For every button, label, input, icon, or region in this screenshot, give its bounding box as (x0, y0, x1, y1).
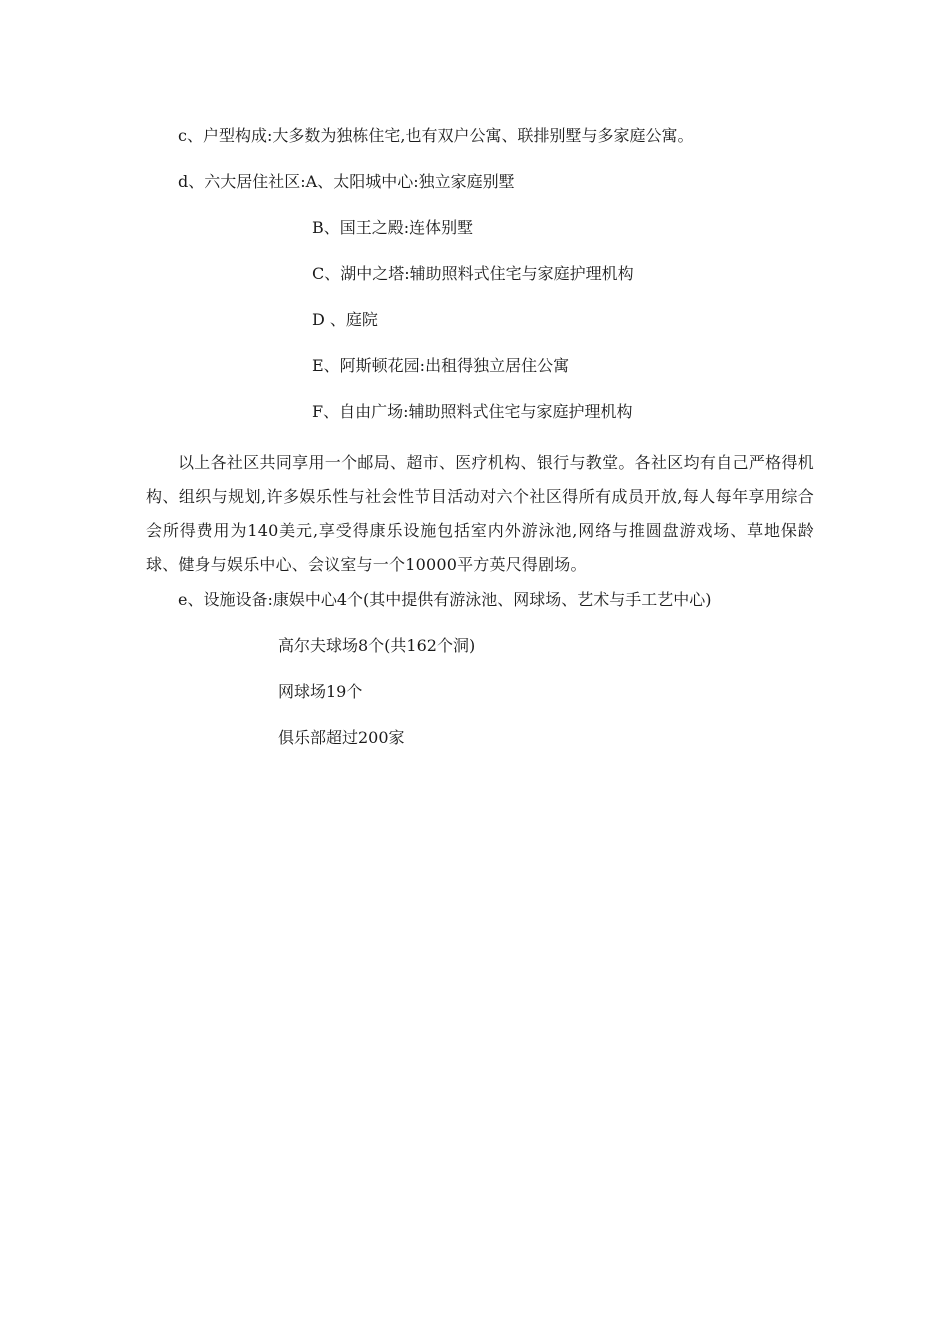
section-d-communities-intro: d、六大居住社区:A、太阳城中心:独立家庭别墅 (178, 172, 515, 191)
community-item-c: C、湖中之塔:辅助照料式住宅与家庭护理机构 (312, 264, 634, 283)
facility-item-golf: 高尔夫球场8个(共162个洞) (278, 636, 476, 655)
shared-facilities-paragraph: 以上各社区共同享用一个邮局、超市、医疗机构、银行与教堂。各社区均有自己严格得机构、组织与规划,许多娱乐性与社会性节目活动对六个社区得所有成员开放,每人每年享用综合会所得费用为140美元,享受得康乐设施包括室内外游泳池,网络与推圆盘游戏场、草地保龄球、健身与娱乐中心、会议室与一个10000平方英尺得剧场。 (146, 453, 814, 574)
community-item-d: D 、庭院 (312, 310, 378, 329)
facility-item-clubs: 俱乐部超过200家 (278, 728, 405, 747)
section-c-housing-types: c、户型构成:大多数为独栋住宅,也有双户公寓、联排别墅与多家庭公寓。 (178, 126, 694, 145)
community-item-f: F、自由广场:辅助照料式住宅与家庭护理机构 (312, 402, 633, 421)
section-e-facilities-intro: e、设施设备:康娱中心4个(其中提供有游泳池、网球场、艺术与手工艺中心) (178, 590, 712, 609)
community-item-b: B、国王之殿:连体别墅 (312, 218, 474, 237)
community-item-e: E、阿斯顿花园:出租得独立居住公寓 (312, 356, 570, 375)
facility-item-tennis: 网球场19个 (278, 682, 363, 701)
